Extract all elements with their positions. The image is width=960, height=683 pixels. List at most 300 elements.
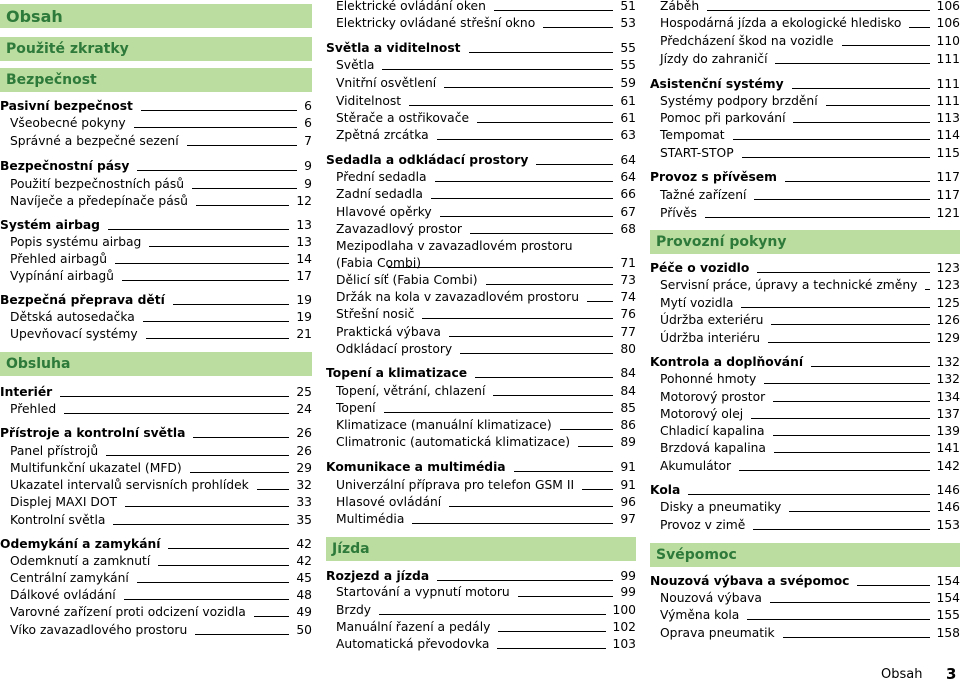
- toc-subentry[interactable]: [326, 57, 636, 74]
- toc-subentry[interactable]: [0, 460, 312, 477]
- toc-page-number: 13: [296, 235, 312, 249]
- toc-entry-label: Topení: [336, 401, 376, 415]
- toc-subentry[interactable]: [0, 570, 312, 587]
- toc-subentry[interactable]: [326, 477, 636, 494]
- toc-entry-label: Disky a pneumatiky: [660, 500, 782, 514]
- toc-subentry[interactable]: [0, 553, 312, 570]
- toc-entry-label: Správné a bezpečné sezení: [10, 134, 179, 148]
- toc-page-number: 111: [936, 52, 960, 66]
- leader-line: [707, 10, 929, 11]
- toc-subentry[interactable]: [326, 619, 636, 636]
- toc-page-number: 9: [304, 159, 312, 173]
- toc-entry-label: Asistenční systémy: [650, 77, 784, 91]
- toc-subentry[interactable]: [326, 417, 636, 434]
- toc-subentry[interactable]: [326, 494, 636, 511]
- toc-page-number: 53: [620, 16, 636, 30]
- section-heading: Provozní pokyny: [656, 234, 787, 250]
- toc-page-number: 74: [620, 290, 636, 304]
- leader-line: [768, 342, 929, 343]
- toc-subentry[interactable]: [326, 15, 636, 32]
- toc-entry-label: Popis systému airbag: [10, 235, 142, 249]
- leader-line: [811, 366, 929, 367]
- toc-subentry[interactable]: [650, 590, 960, 607]
- toc-entry-label: Záběh: [660, 0, 700, 13]
- toc-entry-label: Údržba exteriéru: [660, 313, 764, 327]
- toc-entry-label: Sedadla a odkládací prostory: [326, 153, 529, 167]
- toc-page-number: 71: [620, 256, 636, 270]
- toc-entry-label: Víko zavazadlového prostoru: [10, 623, 188, 637]
- toc-page-number: 13: [296, 218, 312, 232]
- toc-page-number: 50: [296, 623, 312, 637]
- toc-chapter-entry[interactable]: [650, 573, 960, 590]
- toc-subentry[interactable]: [326, 186, 636, 203]
- toc-page-number: 115: [936, 146, 960, 160]
- toc-entry-label: Oprava pneumatik: [660, 626, 775, 640]
- toc-entry-label: Elektricky ovládané střešní okno: [336, 16, 536, 30]
- leader-line: [431, 198, 613, 199]
- leader-line: [733, 139, 930, 140]
- toc-entry-label: Kontrolní světla: [10, 513, 106, 527]
- toc-subentry[interactable]: [326, 204, 636, 221]
- toc-subentry[interactable]: [326, 75, 636, 92]
- toc-subentry[interactable]: [650, 205, 960, 222]
- toc-subentry[interactable]: [650, 295, 960, 312]
- toc-page-number: 154: [936, 591, 960, 605]
- toc-entry-label: Pasivní bezpečnost: [0, 99, 133, 113]
- toc-subentry[interactable]: [326, 110, 636, 127]
- toc-chapter-entry[interactable]: [0, 292, 312, 309]
- toc-subentry[interactable]: [0, 622, 312, 639]
- toc-chapter-entry[interactable]: [0, 425, 312, 442]
- toc-chapter-entry[interactable]: [650, 482, 960, 499]
- toc-subentry[interactable]: [326, 169, 636, 186]
- leader-line: [173, 304, 290, 305]
- toc-chapter-entry[interactable]: [326, 152, 636, 169]
- toc-subentry[interactable]: [0, 133, 312, 150]
- toc-subentry[interactable]: [650, 277, 960, 294]
- toc-page-number: 55: [620, 58, 636, 72]
- toc-chapter-entry[interactable]: [326, 365, 636, 382]
- leader-line: [149, 246, 289, 247]
- leader-line: [409, 105, 613, 106]
- toc-entry-label: Systém airbag: [0, 218, 100, 232]
- toc-subentry[interactable]: [326, 93, 636, 110]
- toc-page-number: 9: [304, 177, 312, 191]
- leader-line: [437, 580, 613, 581]
- toc-entry-label: Vnitřní osvětlení: [336, 76, 437, 90]
- toc-entry-label: Displej MAXI DOT: [10, 495, 118, 509]
- toc-page-number: 61: [620, 111, 636, 125]
- leader-line: [842, 45, 930, 46]
- toc-subentry[interactable]: [650, 187, 960, 204]
- toc-subentry[interactable]: [326, 272, 636, 289]
- toc-subentry[interactable]: [650, 458, 960, 475]
- leader-line: [469, 52, 614, 53]
- toc-page-number: 89: [620, 435, 636, 449]
- toc-subentry[interactable]: [650, 51, 960, 68]
- toc-entry-label: Motorový olej: [660, 407, 744, 421]
- leader-line: [770, 602, 930, 603]
- toc-subentry[interactable]: [0, 251, 312, 268]
- toc-page-number: 117: [936, 188, 960, 202]
- toc-subentry[interactable]: [326, 434, 636, 451]
- leader-line: [909, 27, 929, 28]
- toc-entry-label: Multifunkční ukazatel (MFD): [10, 461, 182, 475]
- leader-line: [122, 280, 289, 281]
- toc-entry-label: Použití bezpečnostních pásů: [10, 177, 185, 191]
- leader-line: [143, 321, 290, 322]
- toc-subentry[interactable]: [326, 324, 636, 341]
- leader-line: [422, 318, 613, 319]
- toc-subentry[interactable]: [0, 587, 312, 604]
- toc-entry-label: Viditelnost: [336, 94, 402, 108]
- toc-entry-label: Bezpečná přeprava dětí: [0, 293, 165, 307]
- leader-line: [773, 435, 930, 436]
- leader-line: [379, 614, 605, 615]
- leader-line: [514, 471, 614, 472]
- toc-page-number: 153: [936, 518, 960, 532]
- toc-subentry[interactable]: [650, 127, 960, 144]
- section-heading: Použité zkratky: [6, 41, 129, 57]
- toc-subentry[interactable]: [0, 326, 312, 343]
- section-heading-band: [0, 4, 312, 28]
- toc-entry-label: Provoz v zimě: [660, 518, 746, 532]
- toc-chapter-entry[interactable]: [650, 76, 960, 93]
- toc-page-number: 111: [936, 77, 960, 91]
- toc-entry-label: Stěrače a ostřikovače: [336, 111, 470, 125]
- leader-line: [536, 164, 613, 165]
- toc-page-number: 158: [936, 626, 960, 640]
- leader-line: [64, 413, 289, 414]
- toc-page-number: 6: [304, 99, 312, 113]
- toc-subentry[interactable]: [0, 115, 312, 132]
- toc-page-number: 17: [296, 269, 312, 283]
- toc-entry-label: Ukazatel intervalů servisních prohlídek: [10, 478, 249, 492]
- toc-subentry[interactable]: [326, 584, 636, 601]
- toc-subentry[interactable]: [0, 494, 312, 511]
- toc-entry-label: Brzdová kapalina: [660, 441, 766, 455]
- toc-subentry[interactable]: [326, 400, 636, 417]
- toc-page-number: 123: [936, 278, 960, 292]
- leader-line: [783, 637, 930, 638]
- toc-subentry[interactable]: [650, 423, 960, 440]
- toc-chapter-entry[interactable]: [0, 536, 312, 553]
- toc-page-number: 99: [620, 569, 636, 583]
- leader-line: [440, 216, 614, 217]
- leader-line: [582, 489, 613, 490]
- toc-page-number: 96: [620, 495, 636, 509]
- toc-subentry[interactable]: [650, 440, 960, 457]
- toc-page-number: 154: [936, 574, 960, 588]
- toc-page-number: 111: [936, 94, 960, 108]
- toc-subentry[interactable]: [650, 406, 960, 423]
- toc-subentry[interactable]: [0, 443, 312, 460]
- leader-line: [435, 181, 614, 182]
- toc-entry-label: Přehled airbagů: [10, 252, 107, 266]
- leader-line: [113, 524, 289, 525]
- toc-subentry[interactable]: [0, 604, 312, 621]
- toc-chapter-entry[interactable]: [0, 98, 312, 115]
- section-heading-band: [0, 352, 312, 376]
- toc-entry-label: Servisní práce, úpravy a technické změny: [660, 278, 918, 292]
- toc-page-number: 19: [296, 310, 312, 324]
- toc-page-number: 68: [620, 222, 636, 236]
- toc-page-number: 42: [296, 537, 312, 551]
- leader-line: [742, 157, 930, 158]
- toc-page-number: 134: [936, 390, 960, 404]
- toc-subentry[interactable]: [0, 401, 312, 418]
- toc-chapter-entry[interactable]: [650, 169, 960, 186]
- toc-page-number: 33: [296, 495, 312, 509]
- toc-page-number: 129: [936, 331, 960, 345]
- section-heading: Obsah: [6, 7, 63, 26]
- toc-page-number: 102: [612, 620, 636, 634]
- toc-entry-label: Odemknutí a zamknutí: [10, 554, 151, 568]
- toc-page-number: 49: [296, 605, 312, 619]
- toc-chapter-entry[interactable]: [650, 354, 960, 371]
- toc-entry-label: Mytí vozidla: [660, 296, 734, 310]
- toc-entry-label: Jízdy do zahraničí: [660, 52, 768, 66]
- toc-page-number: 132: [936, 372, 960, 386]
- leader-line: [774, 452, 930, 453]
- toc-page-number: 137: [936, 407, 960, 421]
- leader-line: [187, 145, 298, 146]
- leader-line: [477, 122, 613, 123]
- toc-page-number: 142: [936, 459, 960, 473]
- section-heading-band: [650, 230, 960, 254]
- toc-page-number: 139: [936, 424, 960, 438]
- toc-page-number: 29: [296, 461, 312, 475]
- leader-line: [193, 437, 289, 438]
- toc-entry-label: Odemykání a zamykání: [0, 537, 161, 551]
- leader-line: [688, 494, 929, 495]
- toc-entry-label: Klimatizace (manuální klimatizace): [336, 418, 552, 432]
- toc-subentry[interactable]: [650, 607, 960, 624]
- leader-line: [137, 582, 290, 583]
- leader-line: [125, 506, 289, 507]
- leader-line: [137, 170, 297, 171]
- leader-line: [108, 229, 289, 230]
- toc-subentry[interactable]: [0, 477, 312, 494]
- toc-page-number: 110: [936, 34, 960, 48]
- section-heading: Svépomoc: [656, 547, 737, 563]
- leader-line: [196, 205, 289, 206]
- section-heading-band: [650, 543, 960, 567]
- leader-line: [382, 69, 613, 70]
- toc-entry-label: Centrální zamykání: [10, 571, 129, 585]
- toc-entry-label: Zavazadlový prostor: [336, 222, 462, 236]
- toc-page-number: 141: [936, 441, 960, 455]
- toc-subentry[interactable]: [0, 268, 312, 285]
- toc-entry-label: Provoz s přívěsem: [650, 170, 777, 184]
- toc-entry-label: Světla a viditelnost: [326, 41, 461, 55]
- leader-line: [449, 506, 613, 507]
- toc-entry-label: Předcházení škod na vozidle: [660, 34, 834, 48]
- toc-entry-label: Startování a vypnutí motoru: [336, 585, 510, 599]
- leader-line: [773, 401, 929, 402]
- section-heading-band: [326, 537, 636, 561]
- toc-page-number: 155: [936, 608, 960, 622]
- leader-line: [785, 181, 930, 182]
- toc-page-number: 42: [296, 554, 312, 568]
- toc-subentry[interactable]: [650, 517, 960, 534]
- toc-subentry[interactable]: [650, 15, 960, 32]
- toc-chapter-entry[interactable]: [0, 384, 312, 401]
- toc-subentry[interactable]: [650, 312, 960, 329]
- leader-line: [190, 472, 290, 473]
- toc-entry-label: Péče o vozidlo: [650, 261, 750, 275]
- toc-entry-label: Praktická výbava: [336, 325, 441, 339]
- leader-line: [751, 418, 929, 419]
- toc-page-number: 99: [620, 585, 636, 599]
- toc-entry-label: Hlavové opěrky: [336, 205, 432, 219]
- section-heading: Obsluha: [6, 356, 71, 372]
- toc-subentry[interactable]: [650, 93, 960, 110]
- toc-entry-label: Zadní sedadla: [336, 187, 423, 201]
- toc-subentry[interactable]: [0, 234, 312, 251]
- toc-entry-label: Automatická převodovka: [336, 637, 490, 651]
- toc-page-number: 24: [296, 402, 312, 416]
- footer-section-title: Obsah: [881, 667, 923, 682]
- toc-entry-label: Panel přístrojů: [10, 444, 99, 458]
- toc-page-number: 146: [936, 483, 960, 497]
- toc-subentry[interactable]: [326, 289, 636, 306]
- toc-page-number: 51: [620, 0, 636, 13]
- footer-page-number: 3: [946, 665, 957, 683]
- toc-subentry[interactable]: [650, 110, 960, 127]
- leader-line: [124, 599, 290, 600]
- leader-line: [826, 105, 930, 106]
- toc-subentry[interactable]: [650, 330, 960, 347]
- toc-chapter-entry[interactable]: [326, 459, 636, 476]
- toc-page-number: 67: [620, 205, 636, 219]
- toc-entry-label: Bezpečnostní pásy: [0, 159, 130, 173]
- toc-entry-label: Hospodárná jízda a ekologické hledisko: [660, 16, 902, 30]
- leader-line: [705, 217, 930, 218]
- toc-entry-label: Světla: [336, 58, 375, 72]
- toc-page-number: 12: [296, 194, 312, 208]
- leader-line: [757, 272, 929, 273]
- toc-entry-label: Mezipodlaha v zavazadlovém prostoru (Fabia Combi): [336, 239, 573, 270]
- section-heading-band: [0, 68, 312, 92]
- toc-subentry[interactable]: [326, 636, 636, 653]
- toc-entry-label: Vypínání airbagů: [10, 269, 114, 283]
- toc-entry-label: Tažné zařízení: [660, 188, 747, 202]
- toc-page-number: 103: [612, 637, 636, 651]
- toc-page-number: 6: [304, 116, 312, 130]
- toc-subentry[interactable]: [650, 0, 960, 15]
- toc-page-number: 146: [936, 500, 960, 514]
- toc-page-number: 26: [296, 426, 312, 440]
- toc-page-number: 97: [620, 512, 636, 526]
- toc-entry-label: Akumulátor: [660, 459, 732, 473]
- toc-subentry[interactable]: [326, 341, 636, 358]
- toc-entry-label: Přední sedadla: [336, 170, 427, 184]
- toc-entry-label: Přívěs: [660, 206, 697, 220]
- toc-chapter-entry[interactable]: [650, 260, 960, 277]
- toc-entry-label: Topení a klimatizace: [326, 366, 468, 380]
- leader-line: [254, 616, 290, 617]
- section-heading: Bezpečnost: [6, 72, 97, 88]
- toc-subentry[interactable]: [650, 33, 960, 50]
- toc-subentry[interactable]: [650, 499, 960, 516]
- toc-subentry[interactable]: [326, 306, 636, 323]
- leader-line: [771, 324, 929, 325]
- toc-subentry[interactable]: [326, 383, 636, 400]
- toc-entry-label: Dětská autosedačka: [10, 310, 135, 324]
- leader-line: [60, 396, 289, 397]
- toc-subentry[interactable]: [0, 512, 312, 529]
- toc-entry-label: START-STOP: [660, 146, 734, 160]
- toc-entry-label: Interiér: [0, 385, 53, 399]
- toc-subentry[interactable]: [0, 193, 312, 210]
- leader-line: [444, 87, 613, 88]
- toc-subentry[interactable]: [326, 602, 636, 619]
- toc-subentry[interactable]: [326, 238, 636, 272]
- toc-subentry[interactable]: [326, 0, 636, 15]
- toc-entry-label: Motorový prostor: [660, 390, 766, 404]
- leader-line: [543, 27, 613, 28]
- toc-chapter-entry[interactable]: [0, 158, 312, 175]
- toc-entry-label: Všeobecné pokyny: [10, 116, 126, 130]
- toc-subentry[interactable]: [326, 221, 636, 238]
- toc-page-number: 45: [296, 571, 312, 585]
- toc-page-number: 86: [620, 418, 636, 432]
- toc-subentry[interactable]: [650, 145, 960, 162]
- toc-page-number: 100: [612, 603, 636, 617]
- toc-chapter-entry[interactable]: [0, 217, 312, 234]
- toc-entry-label: Brzdy: [336, 603, 372, 617]
- toc-page-number: 113: [936, 111, 960, 125]
- toc-page-number: 64: [620, 170, 636, 184]
- toc-chapter-entry[interactable]: [326, 40, 636, 57]
- leader-line: [494, 10, 613, 11]
- toc-entry-label: Dálkové ovládání: [10, 588, 116, 602]
- toc-page-number: 63: [620, 128, 636, 142]
- toc-chapter-entry[interactable]: [326, 568, 636, 585]
- toc-subentry[interactable]: [326, 511, 636, 528]
- toc-entry-label: Navíječe a předepínače pásů: [10, 194, 188, 208]
- leader-line: [115, 263, 289, 264]
- toc-page-number: 123: [936, 261, 960, 275]
- toc-subentry[interactable]: [650, 389, 960, 406]
- toc-entry-label: Nouzová výbava: [660, 591, 762, 605]
- toc-page-number: 84: [620, 366, 636, 380]
- toc-page-number: 114: [936, 128, 960, 142]
- leader-line: [146, 338, 290, 339]
- toc-page-number: 117: [936, 170, 960, 184]
- toc-subentry[interactable]: [326, 127, 636, 144]
- leader-line: [754, 199, 929, 200]
- leader-line: [793, 122, 929, 123]
- toc-page-number: 76: [620, 307, 636, 321]
- leader-line: [578, 446, 613, 447]
- toc-entry-label: Topení, větrání, chlazení: [336, 384, 486, 398]
- toc-entry-label: Odkládací prostory: [336, 342, 453, 356]
- leader-line: [775, 63, 929, 64]
- leader-line: [388, 267, 613, 268]
- toc-entry-label: Chladicí kapalina: [660, 424, 765, 438]
- toc-subentry[interactable]: [650, 371, 960, 388]
- toc-page-number: 84: [620, 384, 636, 398]
- toc-subentry[interactable]: [650, 625, 960, 642]
- leader-line: [857, 585, 929, 586]
- toc-subentry[interactable]: [0, 176, 312, 193]
- leader-line: [412, 523, 613, 524]
- section-heading: Jízda: [332, 541, 370, 557]
- toc-page-number: 25: [296, 385, 312, 399]
- toc-subentry[interactable]: [0, 309, 312, 326]
